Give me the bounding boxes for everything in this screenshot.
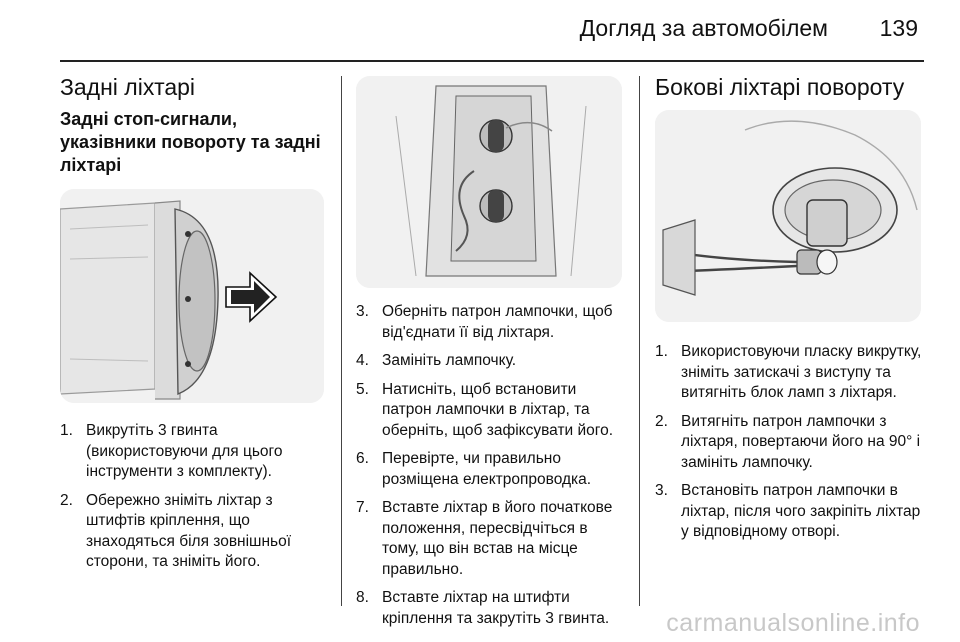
- page-number: 139: [879, 15, 918, 41]
- right-column: [655, 72, 923, 551]
- watermark: carmanualsonline.info: [666, 609, 920, 637]
- side-indicator-illustration: [655, 110, 921, 322]
- list-item: 2. Витягніть патрон лампочки з ліхтаря, повертаючи його на 90° і замініть лампочку.: [655, 412, 921, 471]
- list-item: 4. Замініть лампочку.: [356, 352, 517, 369]
- left-column: [60, 72, 326, 581]
- list-item: 3. Оберніть патрон лампочки, щоб від'єднати її від ліхтаря.: [356, 303, 613, 341]
- middle-column: [356, 72, 624, 637]
- list-item: 7. Вставте ліхтар в його початкове положення, пересвідчіться в тому, що він встав на місце правильно.: [356, 499, 613, 578]
- list-item: 1. Використовуючи пласку викрутку, зніміть затискачі з виступу та витягніть блок ламп з ліхтаря.: [655, 343, 922, 401]
- header-divider: [60, 60, 924, 62]
- list-item: 3. Встановіть патрон лампочки в ліхтар, після чого закріпіть ліхтар у відповідному отворі.: [655, 482, 921, 540]
- column-divider: [341, 76, 342, 606]
- section-title-side-indicators: Бокові ліхтарі повороту: [655, 74, 905, 100]
- column-divider: [639, 76, 640, 606]
- list-item: 1. Викрутіть 3 гвинта (використовуючи для цього інструменти з комплекту).: [60, 422, 283, 480]
- list-item: 8. Вставте ліхтар на штифти кріплення та закрутіть 3 гвинта.: [356, 589, 610, 627]
- chapter-title: Догляд за автомобілем: [579, 15, 828, 41]
- list-item: 5. Натисніть, щоб встановити патрон лампочки в ліхтар, та оберніть, щоб зафіксувати його.: [356, 380, 614, 439]
- list-item: 2. Обережно зніміть ліхтар з штифтів кріплення, що знаходяться біля зовнішньої сторони, та зніміть його.: [60, 491, 292, 570]
- steps-list-right: [655, 342, 923, 543]
- bulb-socket-illustration: [356, 76, 622, 288]
- section-title-rear-lights: Задні ліхтарі: [60, 74, 196, 100]
- subsection-title-rear-lamps: Задні стоп-сигнали, указівники повороту та задні ліхтарі: [60, 109, 321, 175]
- steps-list-middle: [356, 302, 624, 629]
- list-item: 6. Перевірте, чи правильно розміщена електропроводка.: [356, 450, 592, 488]
- rear-lamp-removal-illustration: [60, 189, 324, 403]
- steps-list-left: [60, 421, 326, 573]
